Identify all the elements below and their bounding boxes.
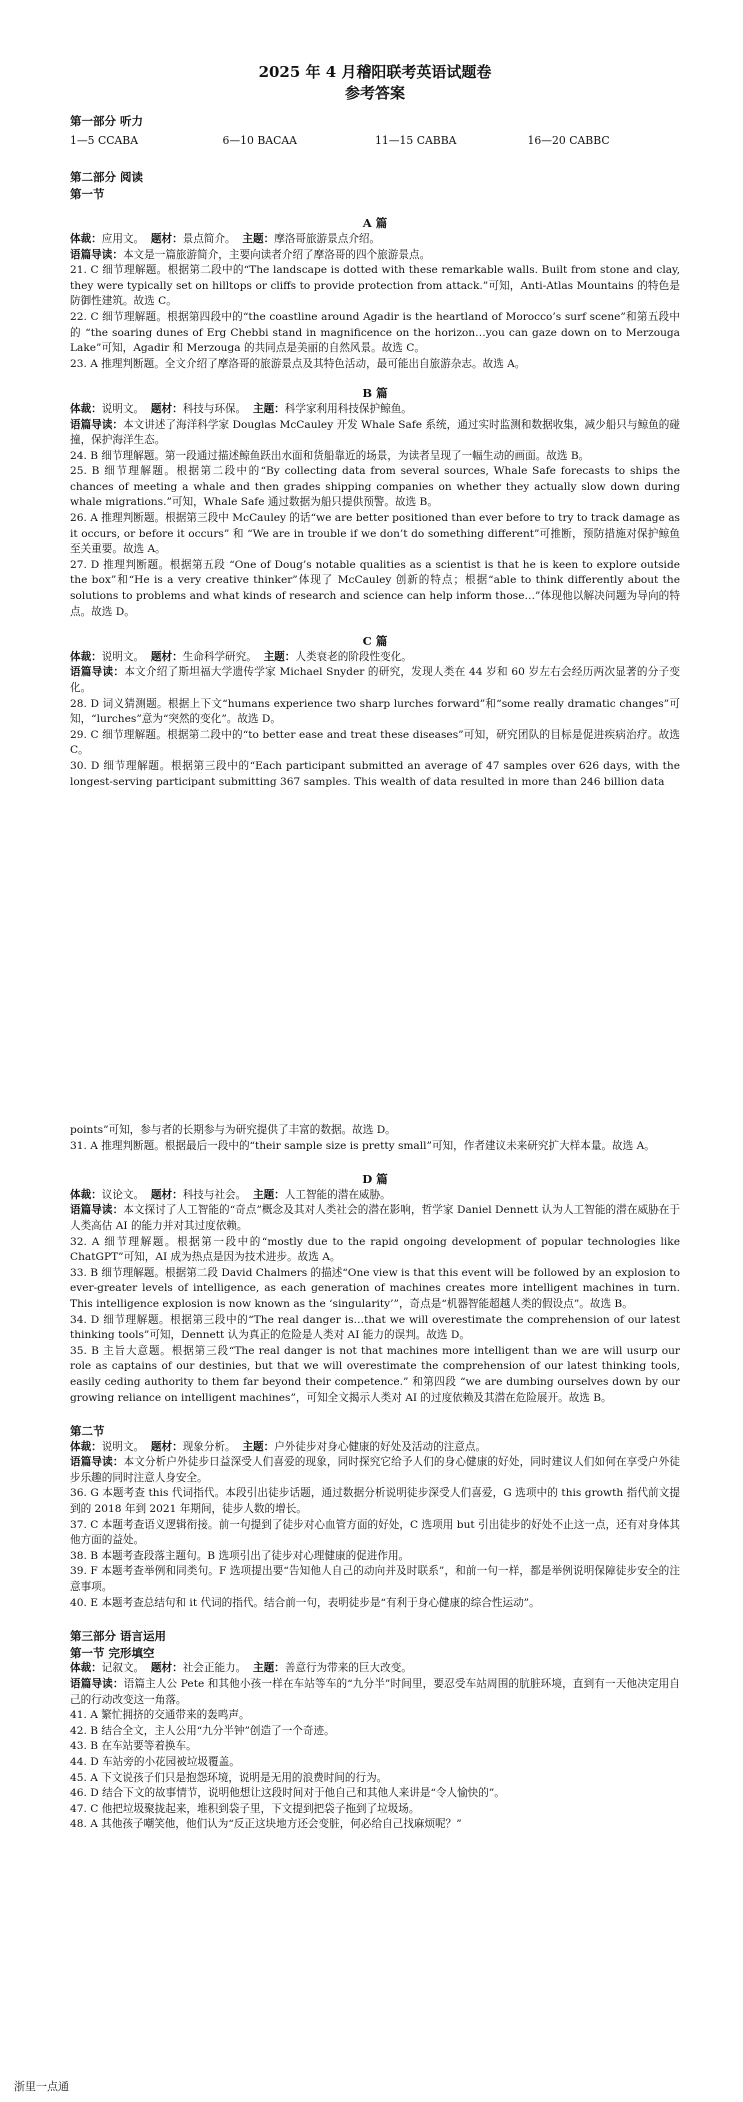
passage-b-meta: 体裁：说明文。 题材：科技与环保。 主题：科学家利用科技保护鲸鱼。 [70,402,412,415]
passage-b-guide: 语篇导读：本文讲述了海洋科学家 Douglas McCauley 开发 Whale Safe 系统，通过实时监测和数据收集，减少船只与鲸鱼的碰撞，保护海洋生态。 [70,418,680,447]
passage-d-heading: D 篇 [362,1172,388,1187]
answer-28: 28. D 词义猜测题。根据上下文“humans experience two sharp lurches forward”和“some really dramatic changes”可知，“lurches”意为“突然的变化”。故选 D。 [70,697,680,726]
part2-heading: 第二部分 阅读 [70,170,144,185]
part2-section2-heading: 第二节 [70,1424,105,1439]
answer-44: 44. D 车站旁的小花园被垃圾覆盖。 [70,1755,240,1768]
part1-heading: 第一部分 听力 [70,114,144,128]
listening-answer-4: 16—20 CABBC [527,133,610,147]
part3-meta: 体裁：记叙文。 题材：社会正能力。 主题：善意行为带来的巨大改变。 [70,1662,412,1675]
answer-48: 48. A 其他孩子嘲笑他，他们认为“反正这块地方还会变脏，何必给自己找麻烦呢？” [70,1818,462,1831]
answer-32: 32. A 细节理解题。根据第一段中的“mostly due to the rapid ongoing development of popular technologies like ChatGPT”可知，AI 成为热点是因为技术进步。故选 A。 [70,1235,680,1264]
answer-29: 29. C 细节理解题。根据第二段中的“to better ease and treat these diseases”可知，研究团队的目标是促进疾病治疗。故选 C。 [70,728,680,757]
passage-b-heading: B 篇 [362,386,388,401]
document-subtitle: 参考答案 [344,84,405,102]
listening-answer-2: 6—10 BACAA [222,133,297,147]
part3-heading: 第三部分 语言运用 [70,1629,167,1644]
answer-38: 38. B 本题考查段落主题句。B 选项引出了徒步对心理健康的促进作用。 [70,1549,410,1562]
passage-c-heading: C 篇 [362,634,388,649]
answer-25: 25. B 细节理解题。根据第二段中的“By collecting data from several sources, Whale Safe forecasts to ships the chances of meeting a whale and then grades shipping companies on whether they actually slow down during whale migrations.”可知，Whale Safe 通过数据为船只提供预警。故选 B。 [70,465,680,509]
section2-meta: 体裁：说明文。 题材：现象分析。 主题：户外徒步对身心健康的好处及活动的注意点。 [70,1440,487,1453]
passage-c-guide: 语篇导读：本文介绍了斯坦福大学遗传学家 Michael Snyder 的研究，发现人类在 44 岁和 60 岁左右会经历两次显著的分子变化。 [70,666,680,694]
answer-22: 22. C 细节理解题。根据第四段中的“the coastline around Agadir is the heartland of Morocco’s surf scene”和第五段中的 “the soaring dunes of Erg Chebbi stand in magnificence on the horizon…you can gaze down on to Merzouga Lake”可知，Agadir 和 Merzouga 的共同点是美丽的自然风景。故选 C。 [70,310,680,355]
page-column-upper [70,62,680,790]
section2-guide: 语篇导读：本文分析户外徒步日益深受人们喜爱的现象，同时探究它给予人们的身心健康的好处，同时建议人们如何在享受户外徒步乐趣的同时注意人身安全。 [70,1456,681,1484]
answer-39: 39. F 本题考查举例和同类句。F 选项提出要“告知他人自己的动向并及时联系”，和前一句一样，都是举例说明保障徒步安全的注意事项。 [70,1565,680,1594]
passage-d-guide: 语篇导读：本文探讨了人工智能的“奇点”概念及其对人类社会的潜在影响，哲学家 Daniel Dennett 认为人工智能的潜在威胁在于人类高估 AI 的能力并对其过度依赖。 [70,1204,680,1232]
answer-30-part1: 30. D 细节理解题。根据第三段中的“Each participant submitted an average of 47 samples over 626 days, with the longest-serving participant submitting 367 samples. This wealth of data resulted in more than 246 billion data [70,759,680,788]
answer-23: 23. A 推理判断题。全文介绍了摩洛哥的旅游景点及其特色活动，最可能出自旅游杂志。故选 A。 [70,357,526,370]
answer-36: 36. G 本题考查 this 代词指代。本段引出徒步话题，通过数据分析说明徒步深受人们喜爱，G 选项中的 this growth 指代前文提到的 2018 年到 2021 年期间，徒步人数的增长。 [70,1487,680,1516]
part2-section1-heading: 第一节 [70,186,105,201]
answer-31: 31. A 推理判断题。根据最后一段中的“their sample size is pretty small”可知，作者建议未来研究扩大样本量。故选 A。 [70,1139,655,1152]
answer-24: 24. B 细节理解题。第一段通过描述鲸鱼跃出水面和货船靠近的场景，为读者呈现了一幅生动的画面。故选 B。 [70,449,590,462]
answer-30-part2: points”可知，参与者的长期参与为研究提供了丰富的数据。故选 D。 [70,1124,396,1136]
part3-section1-heading: 第一节 完形填空 [70,1645,155,1660]
passage-c-meta: 体裁：说明文。 题材：生命科学研究。 主题：人类衰老的阶段性变化。 [70,650,412,663]
answer-41: 41. A 繁忙拥挤的交通带来的轰鸣声。 [70,1709,250,1722]
answer-40: 40. E 本题考查总结句和 it 代词的指代。结合前一句，表明徒步是“有利于身心健康的综合性运动”。 [70,1596,540,1609]
page-column-lower [70,1123,680,1833]
answer-47: 47. C 他把垃圾聚拢起来，堆积到袋子里，下文提到把袋子拖到了垃圾场。 [70,1802,420,1815]
listening-answer-3: 11—15 CABBA [375,133,457,147]
passage-a-meta: 体裁：应用文。 题材：景点简介。 主题：摩洛哥旅游景点介绍。 [70,232,381,245]
listening-answers [70,133,680,149]
answer-37: 37. C 本题考查语义逻辑衔接。前一句提到了徒步对心血管方面的好处，C 选项用 but 引出徒步的好处不止这一点，还有对身体其他方面的益处。 [70,1518,680,1547]
footer-watermark: 浙里一点通 [14,2080,69,2093]
answer-34: 34. D 细节理解题。根据第三段中的“The real danger is…that we will overestimate the comprehension of our latest thinking tools”可知，Dennett 认为真正的危险是人类对 AI 能力的误判。故选 D。 [70,1313,680,1342]
listening-answer-1: 1—5 CCABA [70,133,139,147]
passage-a-guide: 语篇导读：本文是一篇旅游简介，主要向读者介绍了摩洛哥的四个旅游景点。 [70,248,431,261]
answer-21: 21. C 细节理解题。根据第二段中的“The landscape is dotted with these remarkable walls. Built from stone and clay, they were typically set on hilltops or cliffs to provide protection from attack.”可知，Anti-Atlas Mountains 的特色是防御性建筑。故选 C。 [70,264,680,308]
answer-45: 45. A 下文说孩子们只是抱怨环境，说明是无用的浪费时间的行为。 [70,1771,388,1784]
answer-35: 35. B 主旨大意题。根据第三段“The real danger is not that machines more intelligent than we are will usurp our role as captains of our destinies, but that we will overestimate the comprehension of our latest thinking tools, easily ceding authority to them far beyond their competence.” 和第四段 “we are dumbing ourselves down by our growing reliance on intelligent machines”，可知全文揭示人类对 AI 的过度依赖及其潜在危险展开。故选 B。 [70,1344,680,1404]
answer-26: 26. A 推理判断题。根据第三段中 McCauley 的话“we are better positioned than ever before to try to track damage as it occurs, or before it occurs” 和 “We are in trouble if we don’t do something different”可推断，预防措施对保护鲸鱼至关重要。故选 A。 [70,512,680,556]
answer-43: 43. B 在车站要等着换车。 [70,1740,197,1753]
document-title: 2025 年 4 月稽阳联考英语试题卷 [258,63,492,81]
part3-guide: 语篇导读：语篇主人公 Pete 和其他小孩一样在车站等车的“九分半”时间里，要忍受车站周围的肮脏环境，直到有一天他决定用自己的行动改变这一角落。 [70,1678,680,1706]
answer-42: 42. B 结合全文，主人公用“九分半钟”创造了一个奇迹。 [70,1724,335,1737]
passage-a-heading: A 篇 [362,216,388,231]
answer-33: 33. B 细节理解题。根据第二段 David Chalmers 的描述“One view is that this event will be followed by an explosion to ever-greater levels of intelligence, as each generation of machines creates more intelligent machines in turn. This intelligence explosion is now known as the ‘singularity’”，奇点是“机器智能超越人类的假设点”。故选 B。 [70,1266,680,1310]
answer-46: 46. D 结合下文的故事情节，说明他想让这段时间对于他自己和其他人来讲是“令人愉快的”。 [70,1787,505,1800]
passage-d-meta: 体裁：议论文。 题材：科技与社会。 主题：人工智能的潜在威胁。 [70,1188,391,1201]
answer-27: 27. D 推理判断题。根据第五段 “One of Doug’s notable qualities as a scientist is that he is keen to explore outside the box”和“He is a very creative thinker”体现了 McCauley 创新的特点；根据“able to think differently about the solutions to problems and what kinds of research and science can help inform those…”体现他以解决问题为导向的特点。故选 D。 [70,558,680,618]
